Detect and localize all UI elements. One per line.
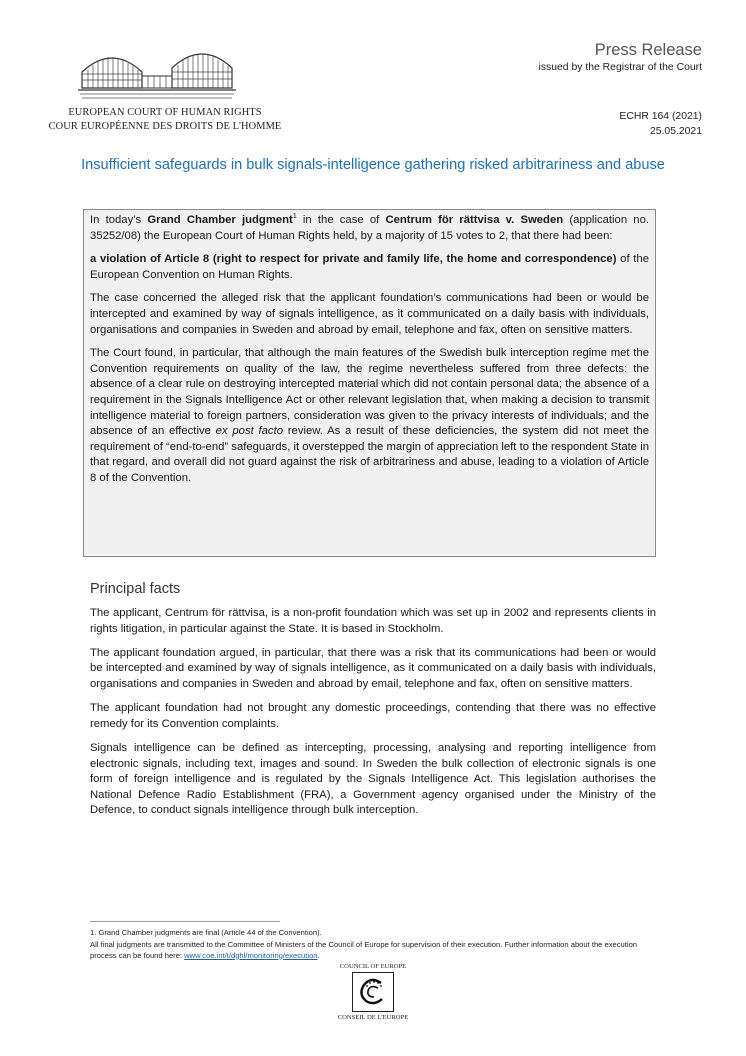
coe-name-fr: CONSEIL DE L'EUROPE: [337, 1014, 409, 1021]
summary-paragraph: [90, 213, 649, 244]
footnote-info: [90, 940, 656, 961]
coe-name-en: COUNCIL OF EUROPE: [339, 963, 407, 970]
body-text: [90, 606, 656, 828]
footnote-1: 1. Grand Chamber judgments are final (Article 44 of the Convention).: [90, 928, 322, 937]
headline: Insufficient safeguards in bulk signals-intelligence gathering risked arbitrariness and abuse: [81, 157, 665, 173]
court-building-logo: [78, 44, 236, 102]
case-name: Centrum för rättvisa v. Sweden: [385, 214, 564, 226]
text-run: .: [317, 950, 320, 960]
summary-box: [83, 209, 656, 557]
execution-link[interactable]: www.coe.int/t/dghl/monitoring/execution: [184, 950, 318, 960]
text-run: In today’s: [90, 214, 148, 226]
footnote-ref[interactable]: 1: [292, 213, 297, 221]
court-name: [40, 106, 290, 134]
reference-number: ECHR 164 (2021): [619, 111, 702, 122]
footnote-divider: [90, 921, 280, 922]
summary-paragraph: The case concerned the alleged risk that the applicant foundation’s communications had been or would be intercepted and examined by way of signals intelligence, as it communicated on a daily basis with individuals, organisations and companies in Sweden and abroad by email, telephone and fax, often on sensitive matters.: [90, 292, 649, 336]
footnote: [90, 928, 656, 961]
body-paragraph: The applicant, Centrum för rättvisa, is a non-profit foundation which was set up in 2002 and represents clients in rights litigation, in particular against the State. It is based in Stockholm.: [90, 607, 656, 635]
council-of-europe-logo: [320, 963, 426, 1021]
text-run: (application no. 35252/08) the European Court of Human Rights held, by a majority of 15 votes to 2, that there had been:: [90, 214, 649, 242]
body-paragraph: The applicant foundation argued, in particular, that there was a risk that its communications had been or would be intercepted and examined by way of signals intelligence, as it communicated on a daily basis with individuals, organisations and companies in Sweden and abroad by email, telephone and fax, often on sensitive matters.: [90, 646, 656, 690]
issued-by: issued by the Registrar of the Court: [538, 62, 702, 73]
body-paragraph: The applicant foundation had not brought any domestic proceedings, contending that there was no effective remedy for its Convention complaints.: [90, 702, 656, 730]
coe-emblem-icon: [352, 972, 394, 1012]
summary-paragraph: [90, 252, 649, 283]
summary-paragraph: [90, 346, 649, 486]
text-run: All final judgments are transmitted to the Committee of Ministers of the Council of Europe for supervision of their execution. Further information about the execution process can be found here:: [90, 940, 638, 960]
text-run: The Court found, in particular, that although the main features of the Swedish bulk interception regime met the Convention requirements on quality of the law, the regime nevertheless suffered from three defects: the absence of a clear rule on destroying intercepted material which did not contain personal data; the absence of a requirement in the Signals Intelligence Act or other relevant legislation that, when making a decision to transmit intelligence material to foreign partners, consideration was given to the privacy interests of individuals; and the absence of an effective: [90, 347, 649, 438]
text-run: in the case of: [296, 214, 386, 226]
reference-block: [619, 109, 702, 139]
release-date: 25.05.2021: [649, 126, 702, 137]
press-release-title: Press Release: [594, 41, 702, 59]
italic-term: ex post facto: [215, 425, 283, 438]
text-run: review. As a result of these deficiencies, the system did not meet the requirement of “end-to-end” safeguards, it overstepped the margin of appreciation left to the respondent State in that regard, and overall did not guard against the risk of arbitrariness and abuse, leading to a violation of Article 8 of the Convention.: [90, 425, 649, 484]
court-name-en: EUROPEAN COURT OF HUMAN RIGHTS: [68, 107, 262, 118]
violation-statement: a violation of Article 8 (right to respect for private and family life, the home and correspondence): [90, 253, 617, 266]
judgment-term: Grand Chamber judgment: [147, 214, 293, 226]
text-run: of the European Convention on Human Rights.: [90, 253, 649, 281]
section-title: Principal facts: [90, 581, 181, 597]
court-name-fr: COUR EUROPÉENNE DES DROITS DE L'HOMME: [48, 121, 282, 132]
body-paragraph: Signals intelligence can be defined as intercepting, processing, analysing and reporting intelligence from electronic signals, including text, images and sound. In Sweden the bulk collection of electronic signals is one form of foreign intelligence and is regulated by the Signals Intelligence Act. This legislation authorises the National Defence Radio Establishment (FRA), a Government agency organised under the Ministry of the Defence, to conduct signals intelligence through bulk interception.: [90, 741, 656, 817]
